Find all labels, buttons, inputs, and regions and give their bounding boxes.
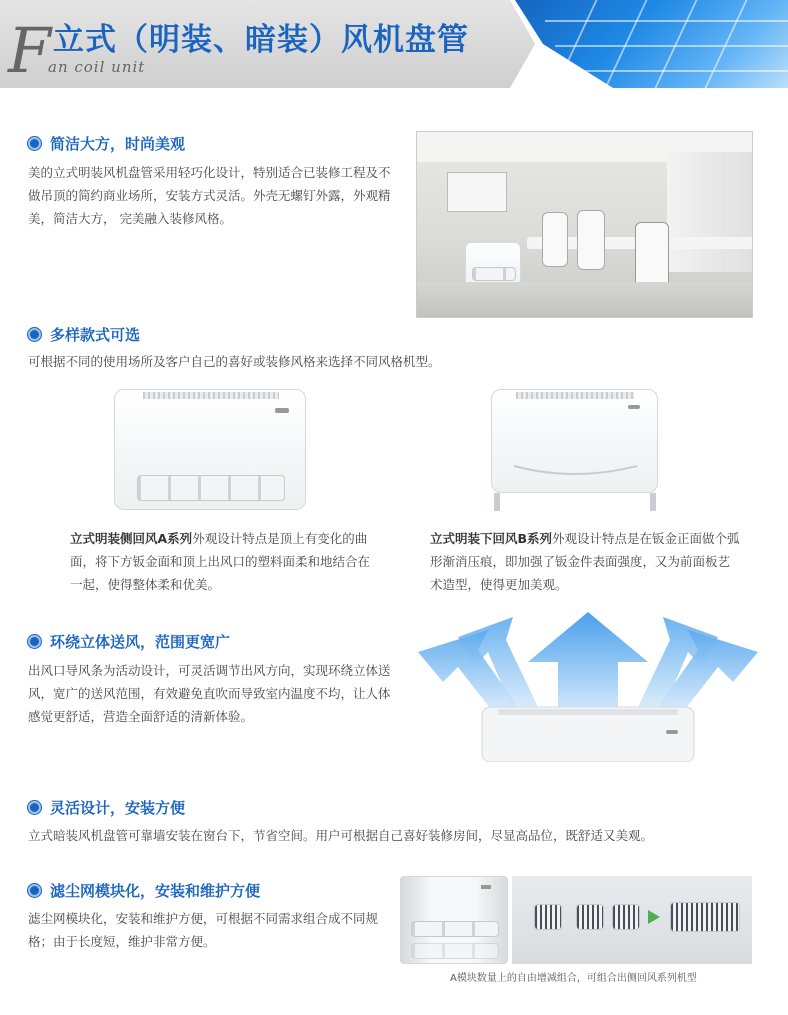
bullet-icon (28, 328, 41, 341)
header-letter-f: F (8, 14, 52, 87)
section-text-4: 立式暗装风机盘管可靠墙安装在窗台下，节省空间。用户可根据自己喜好装修房间，尽显高品位，既舒适又美观。 (28, 828, 654, 843)
filter-caption: A模块数量上的自由增减组合，可组合出侧回风系列机型 (450, 973, 697, 984)
brand-logo-icon (628, 405, 640, 409)
front-arc (512, 460, 639, 480)
header-banner (0, 0, 788, 88)
filter-modules-image (512, 876, 752, 964)
model-a-unit-image (114, 389, 306, 510)
page-subtitle: an coil unit (48, 58, 146, 76)
section-title-3: 环绕立体送风，范围更宽广 (28, 631, 230, 652)
section-title-2: 多样款式可选 (28, 324, 140, 345)
brand-logo-icon (275, 408, 289, 413)
section-text-2: 可根据不同的使用场所及客户自己的喜好或装修风格来选择不同风格机型。 (28, 354, 441, 369)
building-image (515, 0, 788, 88)
office-photo (416, 131, 753, 318)
section-text-1: 美的立式明装风机盘管采用轻巧化设计，特别适合已装修工程及不做吊顶的简约商业场所，安装方式灵活。外壳无螺钉外露，外观精美，简洁大方， 完美融入装修风格。 (28, 165, 391, 226)
page-title: 立式（明装、暗装）风机盘管 (53, 22, 469, 58)
model-b-unit-image (491, 389, 658, 493)
section-title-5: 滤尘网模块化，安装和维护方便 (28, 880, 260, 901)
unit-leg (650, 493, 656, 511)
filter-unit-image (400, 876, 508, 964)
section-text-3: 出风口导风条为活动设计，可灵活调节出风方向，实现环绕立体送风，宽广的送风范围，有效避免直吹而导致室内温度不均，让人体感觉更舒适，营造全面舒适的清新体验。 (28, 663, 391, 724)
bullet-icon (28, 884, 41, 897)
arrow-right-icon (648, 910, 660, 924)
section-title-1: 简洁大方，时尚美观 (28, 133, 185, 154)
section-title-4: 灵活设计，安装方便 (28, 797, 185, 818)
bullet-icon (28, 635, 41, 648)
unit-leg (494, 493, 500, 511)
section-text-5: 滤尘网模块化，安装和维护方便，可根据不同需求组合成不同规格；由于长度短，维护非常方便。 (28, 911, 379, 949)
model-a-description: 立式明装侧回风A系列外观设计特点是顶上有变化的曲面，将下方钣金面和顶上出风口的塑料面柔和地结合在一起，使得整体柔和优美。 (70, 531, 371, 592)
airflow-arrows-image (418, 612, 758, 762)
model-b-description: 立式明装下回风B系列外观设计特点是在钣金正面做个弧形渐消压痕，即加强了钣金件表面强度，又为前面板艺术造型，使得更加美观。 (430, 531, 740, 592)
bullet-icon (28, 801, 41, 814)
bullet-icon (28, 137, 41, 150)
brand-logo-icon (481, 885, 491, 889)
